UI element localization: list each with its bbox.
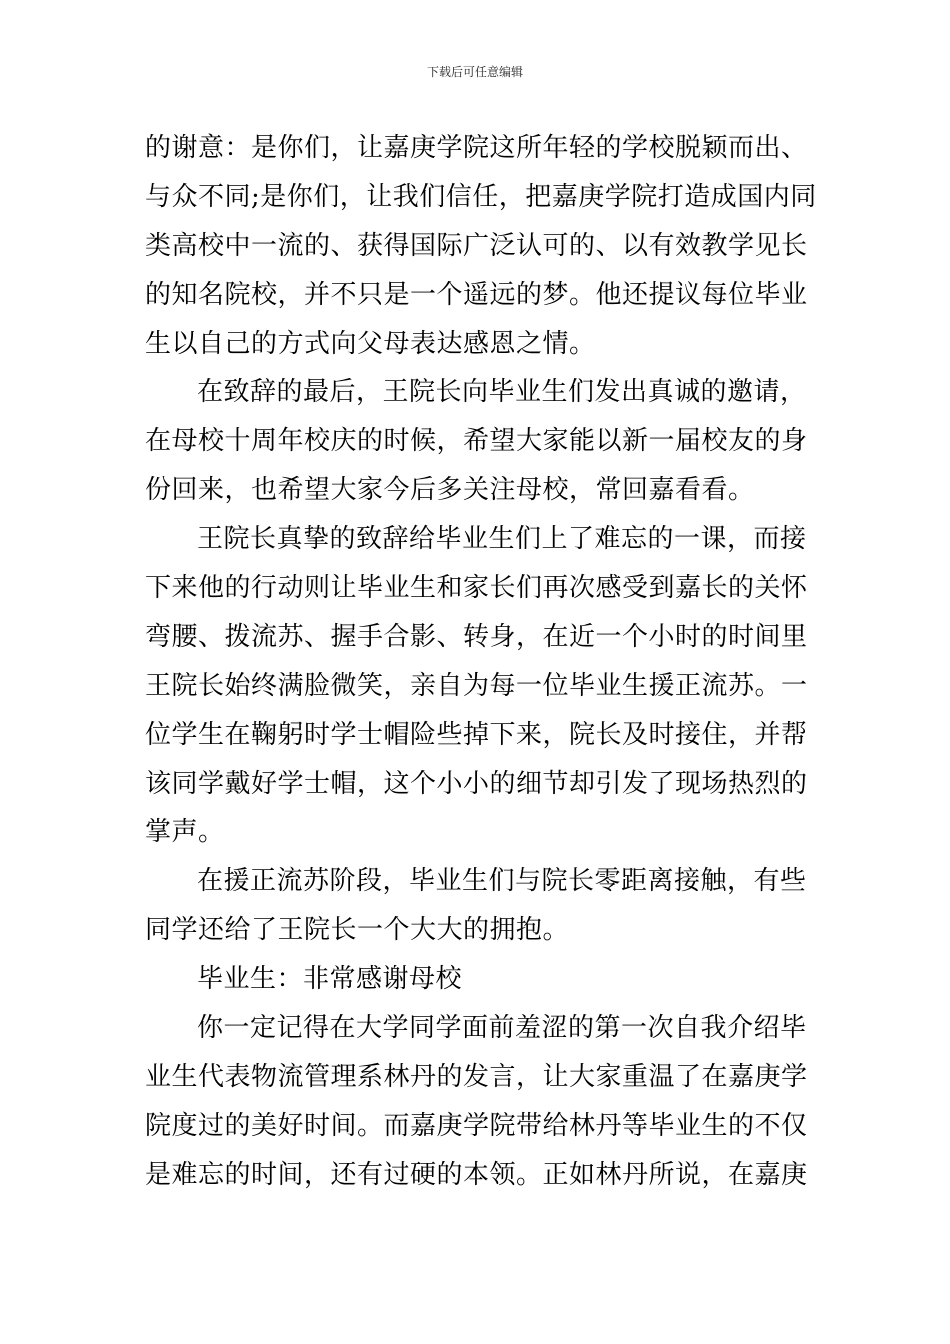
text-line: 同学还给了王院长一个大大的拥抱。 (145, 915, 570, 946)
text-line: 份回来，也希望大家今后多关注母校，常回嘉看看。 (145, 475, 755, 506)
page-header: 下载后可任意编辑 (426, 65, 523, 79)
paragraph-start-line: 在致辞的最后，王院长向毕业生们发出真诚的邀请， (197, 377, 807, 408)
paragraph-start-line: 你一定记得在大学同学面前羞涩的第一次自我介绍毕 (197, 1013, 807, 1044)
paragraph-start-line: 王院长真挚的致辞给毕业生们上了难忘的一课，而接 (197, 524, 807, 555)
text-line: 的谢意：是你们，让嘉庚学院这所年轻的学校脱颖而出、 (145, 133, 808, 163)
section-heading: 毕业生：非常感谢母校 (197, 964, 463, 995)
text-line: 王院长始终满脸微笑，亲自为每一位毕业生援正流苏。一 (145, 670, 808, 701)
text-line: 位学生在鞠躬时学士帽险些掉下来，院长及时接住，并帮 (145, 719, 808, 750)
text-line: 的知名院校，并不只是一个遥远的梦。他还提议每位毕业 (145, 279, 808, 310)
text-line: 生以自己的方式向父母表达感恩之情。 (145, 328, 596, 359)
text-line: 类高校中一流的、获得国际广泛认可的、以有效教学见长 (145, 230, 808, 261)
text-line: 掌声。 (145, 817, 225, 848)
text-line: 该同学戴好学士帽，这个小小的细节却引发了现场热烈的 (145, 768, 808, 799)
text-line: 在母校十周年校庆的时候，希望大家能以新一届校友的身 (145, 426, 808, 457)
text-line: 与众不同;是你们，让我们信任，把嘉庚学院打造成国内同 (145, 181, 817, 212)
text-line: 弯腰、拨流苏、握手合影、转身，在近一个小时的时间里 (145, 621, 808, 652)
document-body (145, 124, 817, 1200)
text-line: 业生代表物流管理系林丹的发言，让大家重温了在嘉庚学 (145, 1061, 808, 1092)
text-line: 是难忘的时间，还有过硬的本领。正如林丹所说，在嘉庚 (145, 1159, 808, 1190)
text-line: 院度过的美好时间。而嘉庚学院带给林丹等毕业生的不仅 (145, 1110, 808, 1141)
text-line: 下来他的行动则让毕业生和家长们再次感受到嘉长的关怀 (145, 573, 808, 604)
paragraph-start-line: 在援正流苏阶段，毕业生们与院长零距离接触，有些 (197, 866, 807, 897)
